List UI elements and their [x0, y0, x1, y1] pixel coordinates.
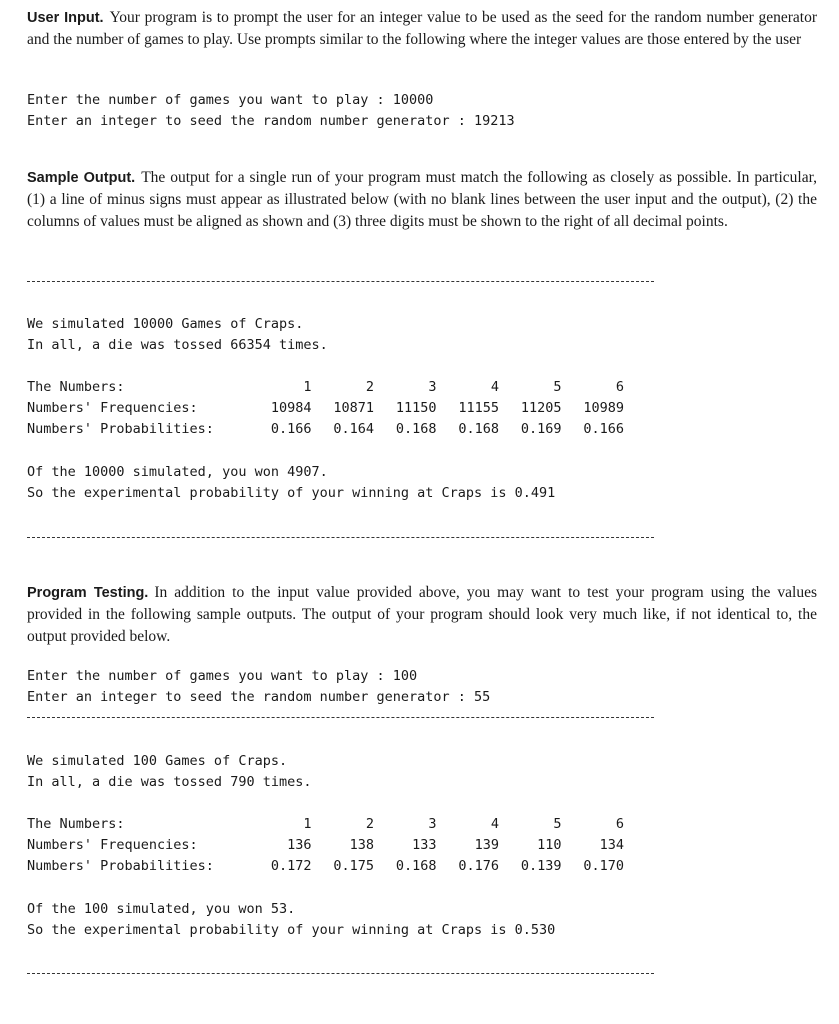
- frequency-cell: 139: [474, 837, 499, 853]
- frequency-cell: 11155: [458, 400, 499, 416]
- test-simulated-line: We simulated 100 Games of Craps.: [27, 753, 288, 769]
- frequency-cell: 10989: [583, 400, 624, 416]
- frequencies-row: [27, 398, 624, 419]
- frequency-cell: 10984: [270, 400, 312, 416]
- probability-cell: 0.176: [458, 858, 499, 874]
- number-cell: 6: [615, 379, 624, 395]
- frequencies-label: Numbers' Frequencies:: [27, 400, 198, 416]
- probabilities-label: Numbers' Probabilities:: [27, 858, 214, 874]
- probabilities-label: Numbers' Probabilities:: [27, 421, 214, 437]
- probability-cell: 0.168: [395, 421, 437, 437]
- numbers-row: [27, 377, 624, 398]
- frequency-cell: 11150: [395, 400, 437, 416]
- frequency-cell: 11205: [520, 400, 562, 416]
- probabilities-row: [27, 419, 624, 440]
- number-cell: 4: [490, 816, 499, 832]
- test-won-line: Of the 100 simulated, you won 53.: [27, 901, 296, 917]
- experimental-probability-line: So the experimental probability of your winning at Craps is 0.491: [27, 485, 556, 501]
- test-prompt-games-line: Enter the number of games you want to play : 100: [27, 668, 418, 684]
- probability-cell: 0.170: [583, 858, 624, 874]
- probability-cell: 0.164: [333, 421, 374, 437]
- test-experimental-probability-line: So the experimental probability of your winning at Craps is 0.530: [27, 922, 556, 938]
- numbers-label: The Numbers:: [27, 816, 125, 832]
- sample-output-heading: Sample Output.: [27, 170, 136, 186]
- probability-cell: 0.166: [583, 421, 624, 437]
- frequency-cell: 136: [287, 837, 312, 853]
- sample-output-paragraph: [27, 167, 817, 232]
- dashed-rule: [27, 973, 654, 974]
- frequency-cell: 133: [412, 837, 437, 853]
- numbers-row: [27, 814, 624, 835]
- tossed-line: In all, a die was tossed 66354 times.: [27, 337, 328, 353]
- number-cell: 4: [490, 379, 499, 395]
- won-line: Of the 10000 simulated, you won 4907.: [27, 464, 328, 480]
- prompt-games-line: Enter the number of games you want to play : 10000: [27, 92, 434, 108]
- frequency-cell: 134: [599, 837, 624, 853]
- probability-cell: 0.168: [458, 421, 499, 437]
- user-input-heading: User Input.: [27, 10, 104, 26]
- dashed-rule: [27, 717, 654, 718]
- user-input-paragraph: [27, 7, 817, 51]
- prompt-seed-line: Enter an integer to seed the random number generator : 19213: [27, 113, 515, 129]
- probability-cell: 0.168: [395, 858, 437, 874]
- stats-table: [27, 377, 624, 440]
- number-cell: 2: [365, 816, 374, 832]
- test-prompt-seed-line: Enter an integer to seed the random number generator : 55: [27, 689, 491, 705]
- number-cell: 1: [303, 816, 312, 832]
- number-cell: 1: [303, 379, 312, 395]
- frequency-cell: 110: [537, 837, 562, 853]
- probability-cell: 0.175: [333, 858, 374, 874]
- number-cell: 2: [365, 379, 374, 395]
- probability-cell: 0.166: [270, 421, 312, 437]
- number-cell: 3: [428, 379, 437, 395]
- sample-output-text: The output for a single run of your program must match the following as closely as possible. In particular, (1) a line of minus signs must appear as illustrated below (with no blank lines between the user input and the output), (2) the columns of values must be aligned as shown and (3) three digits must be shown to the right of all decimal points.: [27, 169, 817, 230]
- frequency-cell: 138: [349, 837, 374, 853]
- user-input-text: Your program is to prompt the user for an integer value to be used as the seed for the random number generator and the number of games to play. Use prompts similar to the following where the integer values are those entered by the user: [27, 9, 817, 49]
- dashed-rule: [27, 537, 654, 538]
- numbers-label: The Numbers:: [27, 379, 125, 395]
- probability-cell: 0.169: [520, 421, 562, 437]
- test-tossed-line: In all, a die was tossed 790 times.: [27, 774, 312, 790]
- program-testing-heading: Program Testing.: [27, 585, 149, 601]
- program-testing-paragraph: [27, 582, 817, 647]
- program-testing-text: In addition to the input value provided above, you may want to test your program using the values provided in the following sample outputs. The output of your program should look very much like, if not identical to, the output provided below.: [27, 584, 817, 645]
- dashed-rule: [27, 281, 654, 282]
- frequency-cell: 10871: [333, 400, 374, 416]
- frequencies-row: [27, 835, 624, 856]
- number-cell: 5: [553, 816, 562, 832]
- number-cell: 3: [428, 816, 437, 832]
- number-cell: 6: [615, 816, 624, 832]
- number-cell: 5: [553, 379, 562, 395]
- test-stats-table: [27, 814, 624, 877]
- probabilities-row: [27, 856, 624, 877]
- probability-cell: 0.172: [270, 858, 312, 874]
- probability-cell: 0.139: [520, 858, 562, 874]
- frequencies-label: Numbers' Frequencies:: [27, 837, 198, 853]
- simulated-line: We simulated 10000 Games of Craps.: [27, 316, 304, 332]
